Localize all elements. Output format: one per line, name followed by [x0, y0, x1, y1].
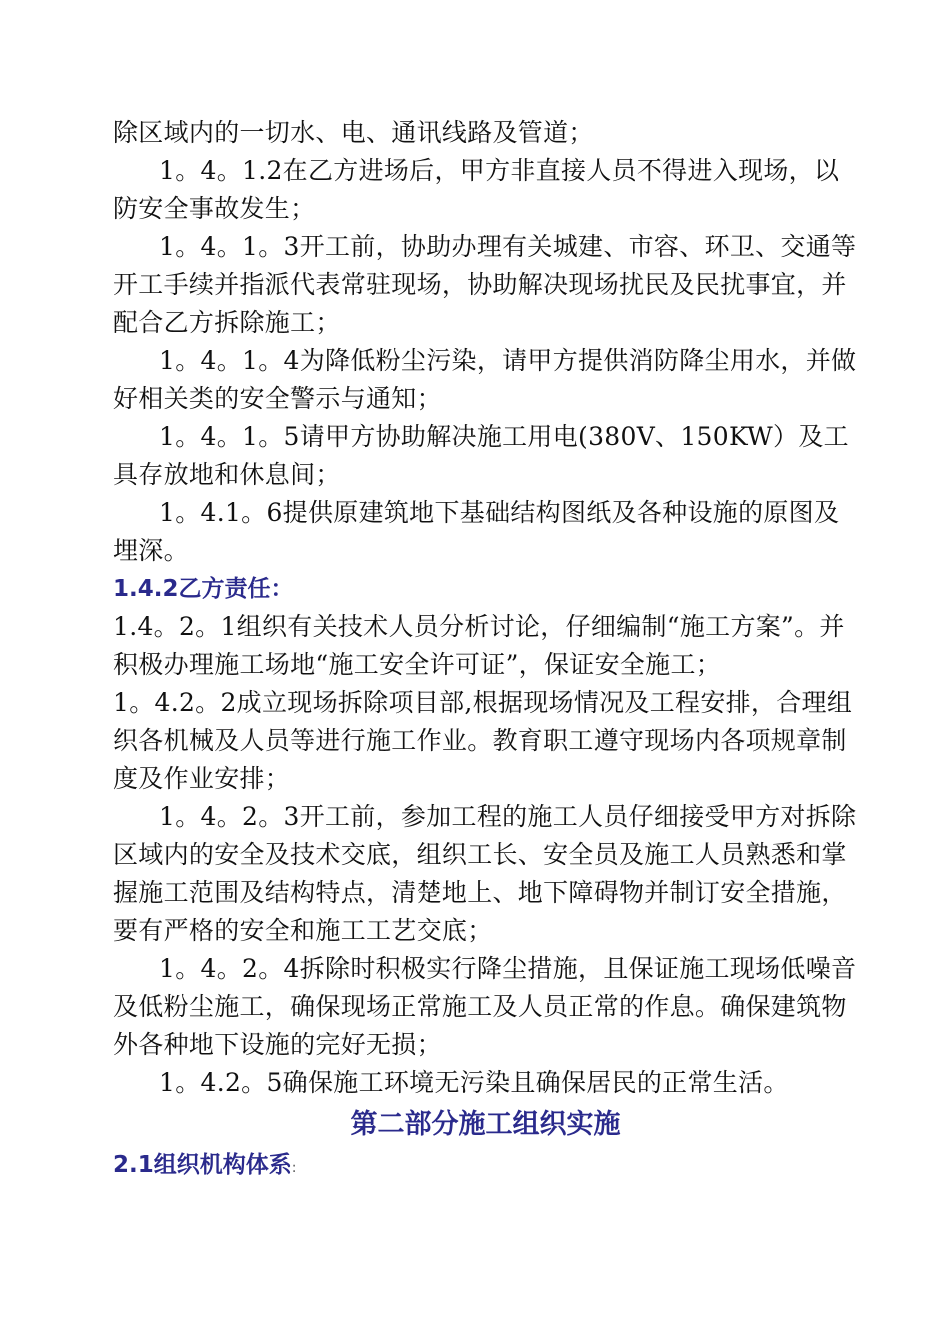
- paragraph-1: 除区域内的一切水、电、通讯线路及管道；: [113, 118, 594, 147]
- document-page: [113, 114, 858, 1187]
- paragraph-1-4-2-3: 1。4。2。3开工前，参加工程的施工人员仔细接受甲方对拆除区域内的安全及技术交底，组织工长、安全员及施工人员熟悉和掌握施工范围及结构特点，清楚地上、地下障碍物并制订安全措施，要有严格的安全和施工工艺交底；: [113, 802, 857, 945]
- paragraph-1-4-1-2: 1。4。1.2在乙方进场后，甲方非直接人员不得进入现场，以防安全事故发生；: [113, 156, 840, 223]
- paragraph-1-4-2-5: 1。4.2。5确保施工环境无污染且确保居民的正常生活。: [159, 1068, 789, 1097]
- paragraph-1-4-2-1: 1.4。2。1组织有关技术人员分析讨论，仔细编制“施工方案”。并积极办理施工场地“施工安全许可证”，保证安全施工；: [113, 612, 845, 679]
- heading-2-1-text: 2.1组织机构体系: [113, 1152, 292, 1178]
- paragraph-1-4-1-4: 1。4。1。4为降低粉尘污染，请甲方提供消防降尘用水，并做好相关类的安全警示与通知；: [113, 346, 857, 413]
- paragraph-1-4-2-2: 1。4.2。2成立现场拆除项目部,根据现场情况及工程安排，合理组织各机械及人员等进行施工作业。教育职工遵守现场内各项规章制度及作业安排；: [113, 688, 853, 793]
- paragraph-1-4-1-5: 1。4。1。5请甲方协助解决施工用电(380V、150KW）及工具存放地和休息间；: [113, 422, 849, 489]
- paragraph-1-4-1-6: 1。4.1。6提供原建筑地下基础结构图纸及各种设施的原图及埋深。: [113, 498, 840, 565]
- heading-1-4-2: 1.4.2乙方责任：: [113, 576, 294, 602]
- paragraph-1-4-2-4: 1。4。2。4拆除时积极实行降尘措施，且保证施工现场低噪音及低粉尘施工，确保现场正常施工及人员正常的作息。确保建筑物外各种地下设施的完好无损；: [113, 954, 857, 1059]
- heading-2-1-colon: :: [291, 1160, 297, 1176]
- section-title: 第二部分施工组织实施: [350, 1109, 621, 1140]
- heading-2-1: [113, 1146, 858, 1187]
- paragraph-1-4-1-3: 1。4。1。3开工前，协助办理有关城建、市容、环卫、交通等开工手续并指派代表常驻现场，协助解决现场扰民及民扰事宜，并配合乙方拆除施工；: [113, 232, 857, 337]
